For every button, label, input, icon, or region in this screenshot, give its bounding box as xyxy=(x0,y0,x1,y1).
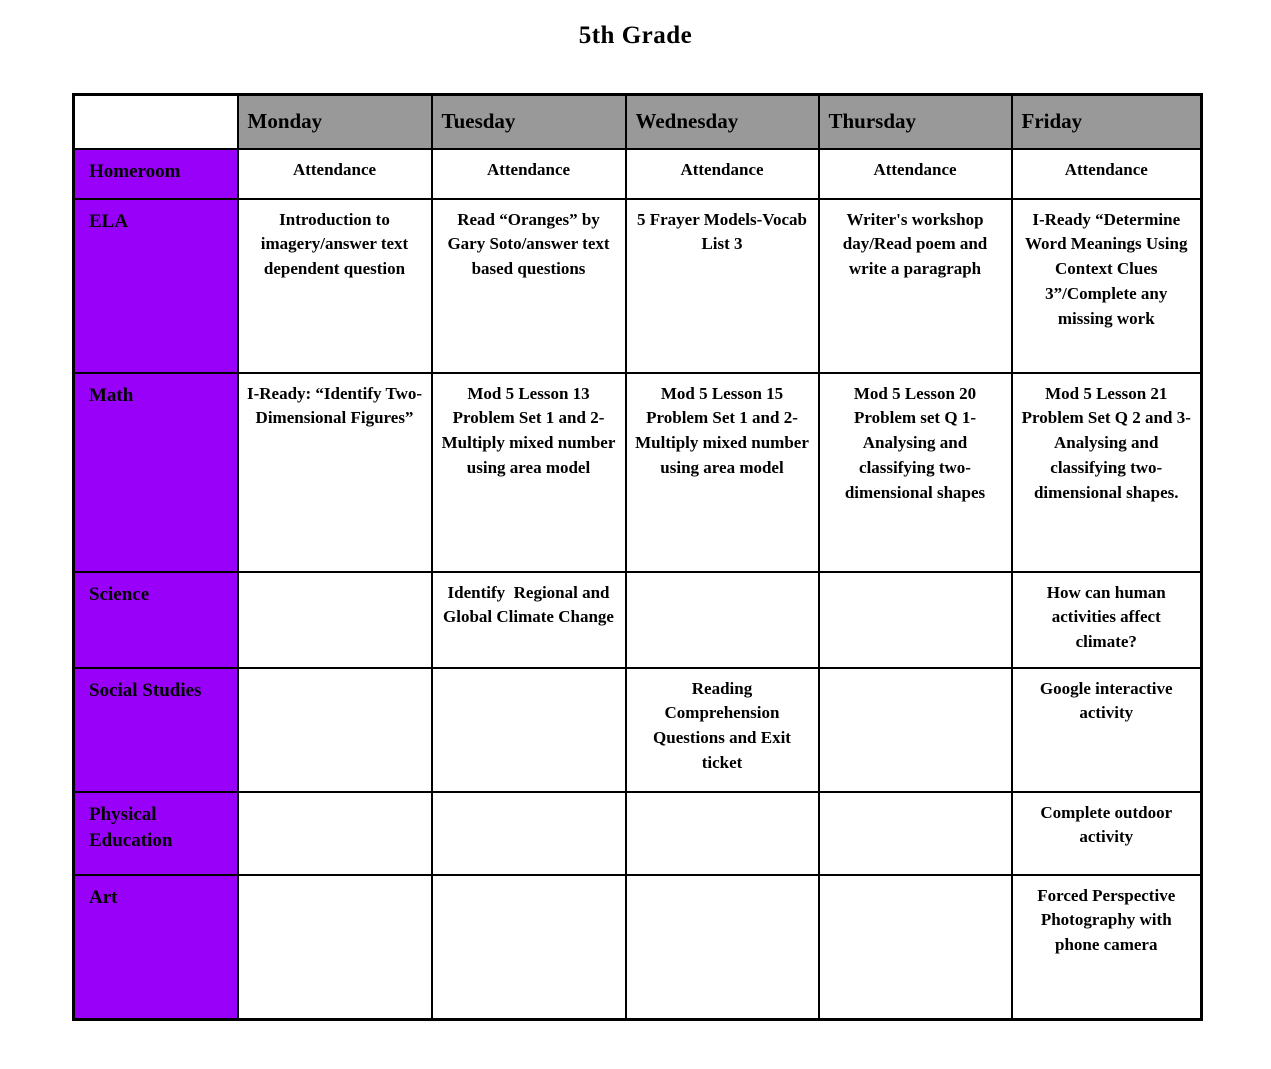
cell-science-wednesday xyxy=(626,572,819,668)
cell-math-friday: Mod 5 Lesson 21 Problem Set Q 2 and 3- Analysing and classifying two-dimensional shapes. xyxy=(1012,373,1202,572)
cell-homeroom-tuesday: Attendance xyxy=(432,149,626,199)
cell-ela-thursday: Writer's workshop day/Read poem and write a paragraph xyxy=(819,199,1012,373)
cell-social-studies-thursday xyxy=(819,668,1012,792)
cell-physical-education-friday: Complete outdoor activity xyxy=(1012,792,1202,875)
day-header-wednesday: Wednesday xyxy=(626,95,819,149)
cell-art-monday xyxy=(238,875,432,1020)
cell-social-studies-tuesday xyxy=(432,668,626,792)
table-row-physical-education xyxy=(74,792,1202,875)
cell-physical-education-monday xyxy=(238,792,432,875)
day-header-monday: Monday xyxy=(238,95,432,149)
table-row-ela xyxy=(74,199,1202,373)
cell-physical-education-tuesday xyxy=(432,792,626,875)
day-header-friday: Friday xyxy=(1012,95,1202,149)
table-row-math xyxy=(74,373,1202,572)
cell-homeroom-wednesday: Attendance xyxy=(626,149,819,199)
cell-math-wednesday: Mod 5 Lesson 15 Problem Set 1 and 2-Multiply mixed number using area model xyxy=(626,373,819,572)
day-header-tuesday: Tuesday xyxy=(432,95,626,149)
table-row-homeroom xyxy=(74,149,1202,199)
cell-physical-education-thursday xyxy=(819,792,1012,875)
cell-ela-tuesday: Read “Oranges” by Gary Soto/answer text based questions xyxy=(432,199,626,373)
page-title: 5th Grade xyxy=(578,22,693,49)
cell-social-studies-friday: Google interactive activity xyxy=(1012,668,1202,792)
cell-social-studies-monday xyxy=(238,668,432,792)
cell-ela-wednesday: 5 Frayer Models-Vocab List 3 xyxy=(626,199,819,373)
day-header-row xyxy=(74,95,1202,149)
cell-physical-education-wednesday xyxy=(626,792,819,875)
cell-science-friday: How can human activities affect climate? xyxy=(1012,572,1202,668)
cell-ela-friday: I-Ready “Determine Word Meanings Using Context Clues 3”/Complete any missing work xyxy=(1012,199,1202,373)
cell-art-tuesday xyxy=(432,875,626,1020)
cell-social-studies-wednesday: Reading Comprehension Questions and Exit ticket xyxy=(626,668,819,792)
corner-cell xyxy=(74,95,238,149)
cell-math-tuesday: Mod 5 Lesson 13 Problem Set 1 and 2-Multiply mixed number using area model xyxy=(432,373,626,572)
row-header-social-studies: Social Studies xyxy=(74,668,238,792)
table-row-science xyxy=(74,572,1202,668)
day-header-thursday: Thursday xyxy=(819,95,1012,149)
cell-art-friday: Forced Perspective Photography with phone camera xyxy=(1012,875,1202,1020)
table-row-art xyxy=(74,875,1202,1020)
row-header-physical-education: Physical Education xyxy=(74,792,238,875)
cell-science-thursday xyxy=(819,572,1012,668)
row-header-art: Art xyxy=(74,875,238,1020)
cell-math-thursday: Mod 5 Lesson 20 Problem set Q 1- Analysing and classifying two-dimensional shapes xyxy=(819,373,1012,572)
cell-art-thursday xyxy=(819,875,1012,1020)
cell-math-monday: I-Ready: “Identify Two-Dimensional Figures” xyxy=(238,373,432,572)
row-header-math: Math xyxy=(74,373,238,572)
cell-homeroom-monday: Attendance xyxy=(238,149,432,199)
cell-art-wednesday xyxy=(626,875,819,1020)
schedule-table xyxy=(72,93,1203,1021)
row-header-science: Science xyxy=(74,572,238,668)
row-header-ela: ELA xyxy=(74,199,238,373)
table-row-social-studies xyxy=(74,668,1202,792)
cell-ela-monday: Introduction to imagery/answer text dependent question xyxy=(238,199,432,373)
cell-science-monday xyxy=(238,572,432,668)
row-header-homeroom: Homeroom xyxy=(74,149,238,199)
cell-homeroom-friday: Attendance xyxy=(1012,149,1202,199)
cell-homeroom-thursday: Attendance xyxy=(819,149,1012,199)
cell-science-tuesday: Identify Regional and Global Climate Change xyxy=(432,572,626,668)
